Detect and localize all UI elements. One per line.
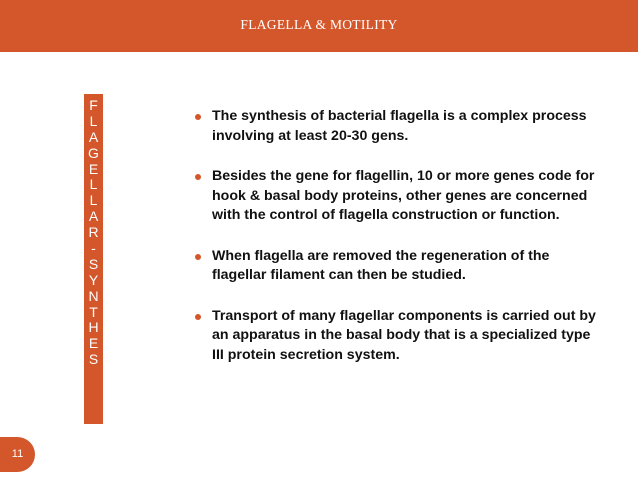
vertical-letter: A [88,208,99,225]
bullet-text: Besides the gene for flagellin, 10 or more genes code for hook & basal body proteins, other genes are concerned with the control of flagella construction or function. [212,168,595,223]
bullet-item [195,307,605,366]
vertical-label [84,98,103,368]
bullet-text: When flagella are removed the regeneration of the flagellar filament can then be studied. [212,247,550,283]
slide-title: FLAGELLA & MOTILITY [240,17,398,32]
vertical-letter: - [91,240,96,257]
vertical-letter: E [88,335,99,352]
bullet-dot-icon [195,254,201,260]
page-number: 11 [0,437,35,472]
vertical-label-bar [84,94,103,424]
vertical-letter: A [88,128,99,145]
vertical-letter: L [89,192,98,209]
vertical-letter: S [88,255,99,272]
bullet-item [195,107,605,146]
title-bar [0,0,638,52]
vertical-letter: F [89,97,98,113]
vertical-letter: N [88,287,99,304]
vertical-letter: L [89,112,98,129]
bullet-list [195,107,605,365]
bullet-dot-icon [195,114,201,120]
vertical-letter: G [88,144,99,161]
vertical-letter: E [88,160,99,177]
vertical-letter: L [89,176,98,193]
vertical-letter: H [88,319,99,336]
vertical-letter: S [88,351,99,368]
bullet-text: The synthesis of bacterial flagella is a complex process involving at least 20-30 gens. [212,108,587,144]
bullet-dot-icon [195,174,201,180]
vertical-letter: R [88,224,99,241]
bullet-text: Transport of many flagellar components is carried out by an apparatus in the basal body that is a specialized type III protein secretion system. [212,307,596,363]
bullet-dot-icon [195,314,201,320]
bullet-item [195,247,605,286]
bullet-item [195,167,605,226]
vertical-letter: T [89,303,98,320]
vertical-letter: Y [88,271,99,288]
